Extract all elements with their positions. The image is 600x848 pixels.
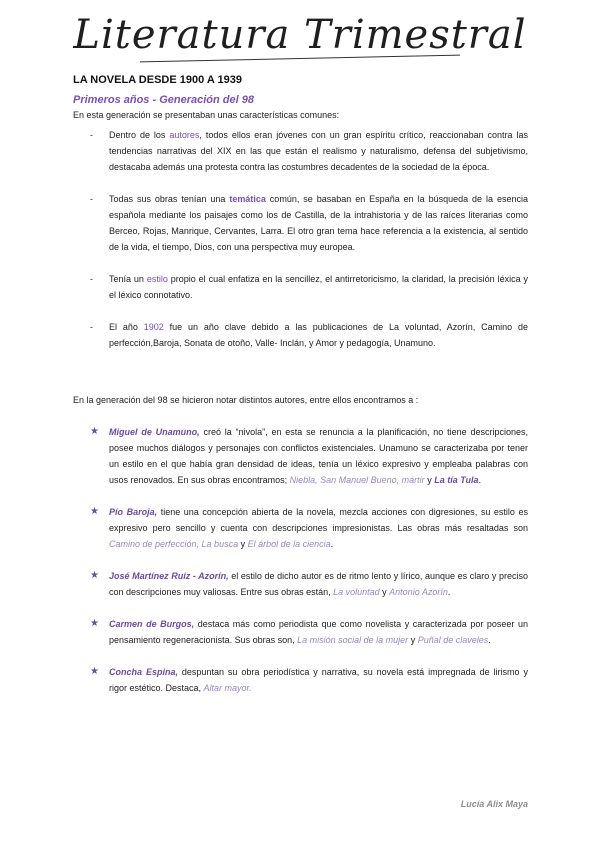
list-item: - El año 1902 fue un año clave debido a las publicaciones de La voluntad, Azorín, Camino de perfección,Baroja, Sonata de otoño, Valle- Inclán, y Amor y pedagogía, Unamuno.	[73, 319, 528, 351]
list-item: ★ Concha Espina, despuntan su obra periodística y narrativa, su novela está impregnada de lirismo y rigor estético. Destaca, Altar mayor.	[90, 666, 528, 693]
star-icon: ★	[90, 618, 99, 629]
section-subheading: Primeros años - Generación del 98	[73, 94, 254, 106]
list-item: ★ Miguel de Unamuno, creó la “nivola”, en esta se renuncia a la planificación, no tiene descripciones, posee muchos diálogos y personajes con conflictos existenciales. Unamuno se caracterizaba por tener un estilo en el que había gran densidad de ideas, tenía un léxico expresivo y empleaba palabras con usos renovados. En sus obras encontramos; Niebla, San Manuel Bueno, mártir y La tía Tula.	[90, 426, 528, 485]
star-icon: ★	[90, 426, 99, 437]
characteristics-list	[73, 127, 528, 367]
list-item: ★ Pío Baroja, tiene una concepción abierta de la novela, mezcla acciones con digresiones, su estilo es expresivo pero sencillo y cuenta con descripciones impresionistas. Las obras más resaltadas son Camino de perfección, La busca y El árbol de la ciencia.	[90, 506, 529, 549]
star-icon: ★	[90, 506, 99, 517]
list-item: - Dentro de los autores, todos ellos eran jóvenes con un gran espíritu crítico, reaccionaban contra las tendencias narrativas del XIX en las que están el realismo y naturalismo, defensa del subjetivismo, destacaba además una protesta contra las costumbres decadentes de la sociedad de la época.	[73, 127, 528, 175]
list-item: - Todas sus obras tenían una temática común, se basaban en España en la búsqueda de la esencia española mediante los paisajes como los de Castilla, de la intrahistoria y de las raíces literarias como Berceo, Rojas, Manrique, Cervantes, Larra. El otro gran tema hace referencia a la existencia, al sentido de la vida, el tiempo, Dios, con una perspectiva muy europea.	[73, 191, 528, 255]
list-item: ★ Carmen de Burgos, destaca más como periodista que como novelista y caracterizada por poseer un pensamiento regeneracionista. Sus obras son, La misión social de la mujer y Puñal de claveles.	[90, 618, 528, 645]
authors-intro-text: En la generación del 98 se hicieron notar distintos autores, entre ellos encontramos a :	[73, 395, 419, 405]
page-title: Literatura Trimestral	[73, 12, 527, 58]
author-signature: Lucía Alix Maya	[460, 799, 528, 809]
authors-list	[90, 424, 528, 712]
list-item: - Tenía un estilo propio el cual enfatiza en la sencillez, el antirretoricismo, la claridad, la precisión léxica y el léxico connotativo.	[73, 271, 528, 303]
intro-text: En esta generación se presentaban unas características comunes:	[73, 110, 340, 120]
star-icon: ★	[90, 570, 99, 581]
list-item: ★ José Martínez Ruiz - Azorín, el estilo de dicho autor es de ritmo lento y lírico, aunque es claro y preciso con descripciones muy valiosas. Entre sus obras están, La voluntad y Antonio Azorín.	[90, 570, 529, 597]
section-heading: LA NOVELA DESDE 1900 A 1939	[73, 74, 242, 86]
star-icon: ★	[90, 666, 99, 677]
